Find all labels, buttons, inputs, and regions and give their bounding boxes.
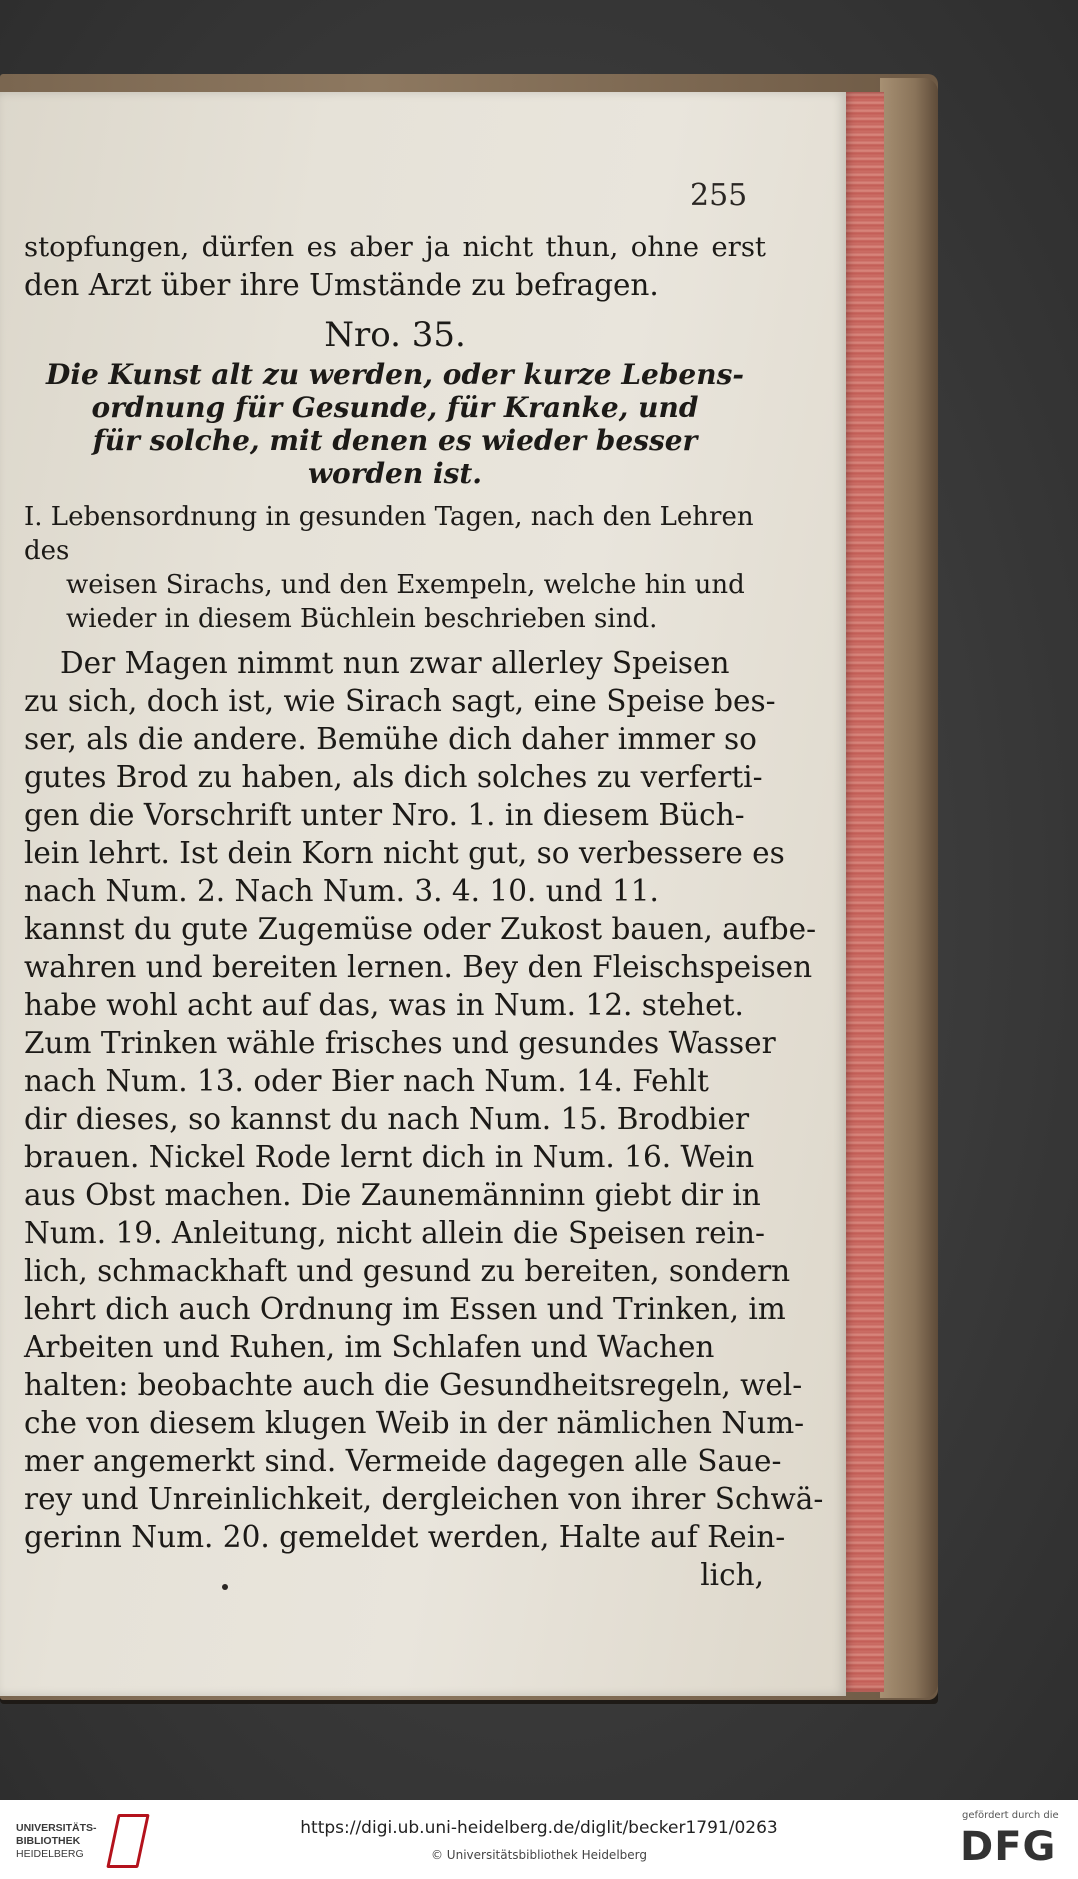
item-one (24, 500, 766, 636)
text-line: brauen. Nickel Rode lernt dich in Num. 16. Wein (24, 1140, 755, 1174)
text-line: lein lehrt. Ist dein Korn nicht gut, so verbessere es (24, 836, 785, 870)
page-url-link[interactable]: https://digi.ub.uni-heidelberg.de/diglit/becker1791/0263 (300, 1818, 778, 1838)
page-text (24, 170, 824, 1594)
text-line: nach Num. 13. oder Bier nach Num. 14. Fehlt (24, 1064, 709, 1098)
copyright-notice: © Universitätsbibliothek Heidelberg (430, 1848, 647, 1862)
item-line: I. Lebensordnung in gesunden Tagen, nach den Lehren des (24, 502, 754, 566)
text-line: Der Magen nimmt nun zwar allerley Speisen (60, 646, 730, 680)
section-number: Nro. 35. (324, 315, 466, 355)
text-line: Num. 19. Anleitung, nicht allein die Speisen rein- (24, 1216, 765, 1250)
text-line: nach Num. 2. Nach Num. 3. 4. 10. und 11. (24, 874, 659, 908)
text-line: gutes Brod zu haben, als dich solches zu verferti- (24, 760, 763, 794)
book-cover-edge (880, 78, 938, 1698)
text-line: zu sich, doch ist, wie Sirach sagt, eine Speise bes- (24, 684, 776, 718)
text-line: stopfungen, dürfen es aber ja nicht thun, ohne erst (24, 231, 766, 263)
body-paragraph (24, 644, 824, 1594)
library-logo-line: UNIVERSITÄTS- (16, 1822, 97, 1834)
library-logo-line: HEIDELBERG (16, 1848, 84, 1860)
title-line: ordnung für Gesunde, für Kranke, und (91, 391, 699, 424)
text-line: lich, schmackhaft und gesund zu bereiten, sondern (24, 1254, 791, 1288)
title-line: worden ist. (307, 457, 483, 490)
text-line: dir dieses, so kannst du nach Num. 15. Brodbier (24, 1102, 750, 1136)
title-line: für solche, mit denen es wieder besser (92, 424, 698, 457)
ink-dot (222, 1584, 228, 1590)
text-line: rey und Unreinlichkeit, dergleichen von ihrer Schwä- (24, 1482, 824, 1516)
text-line: aus Obst machen. Die Zaunemänninn giebt dir in (24, 1178, 761, 1212)
text-line: lehrt dich auch Ordnung im Essen und Trinken, im (24, 1292, 786, 1326)
item-line: wieder in diesem Büchlein beschrieben sind. (66, 604, 658, 634)
text-line: habe wohl acht auf das, was in Num. 12. stehet. (24, 988, 744, 1022)
text-line: den Arzt über ihre Umstände zu befragen. (24, 268, 659, 302)
library-logo-line: BIBLIOTHEK (16, 1835, 81, 1847)
text-line: che von diesem klugen Weib in der nämlichen Num- (24, 1406, 805, 1440)
text-line: halten: beobachte auch die Gesundheitsregeln, wel- (24, 1368, 803, 1402)
red-page-edges (842, 92, 884, 1692)
catchword: lich, (700, 1558, 764, 1592)
text-line: gen die Vorschrift unter Nro. 1. in diesem Büch- (24, 798, 745, 832)
text-line: mer angemerkt sind. Vermeide dagegen alle Saue- (24, 1444, 782, 1478)
text-line: gerinn Num. 20. gemeldet werden, Halte auf Rein- (24, 1520, 786, 1554)
text-line: kannst du gute Zugemüse oder Zukost bauen, aufbe- (24, 912, 817, 946)
text-line: wahren und bereiten lernen. Bey den Fleischspeisen (24, 950, 813, 984)
title-line: Die Kunst alt zu werden, oder kurze Lebens- (46, 358, 744, 391)
text-line: Zum Trinken wähle frisches und gesundes Wasser (24, 1026, 776, 1060)
page-number: 255 (690, 178, 748, 213)
funding-note: gefördert durch die (962, 1810, 1059, 1821)
text-line: ser, als die andere. Bemühe dich daher immer so (24, 722, 757, 756)
text-line: Arbeiten und Ruhen, im Schlafen und Wachen (24, 1330, 715, 1364)
item-line: weisen Sirachs, und den Exempeln, welche hin und (66, 570, 745, 600)
viewer-footer (0, 1800, 1078, 1879)
section-title (24, 358, 766, 490)
dfg-logo[interactable]: DFG (960, 1824, 1057, 1870)
